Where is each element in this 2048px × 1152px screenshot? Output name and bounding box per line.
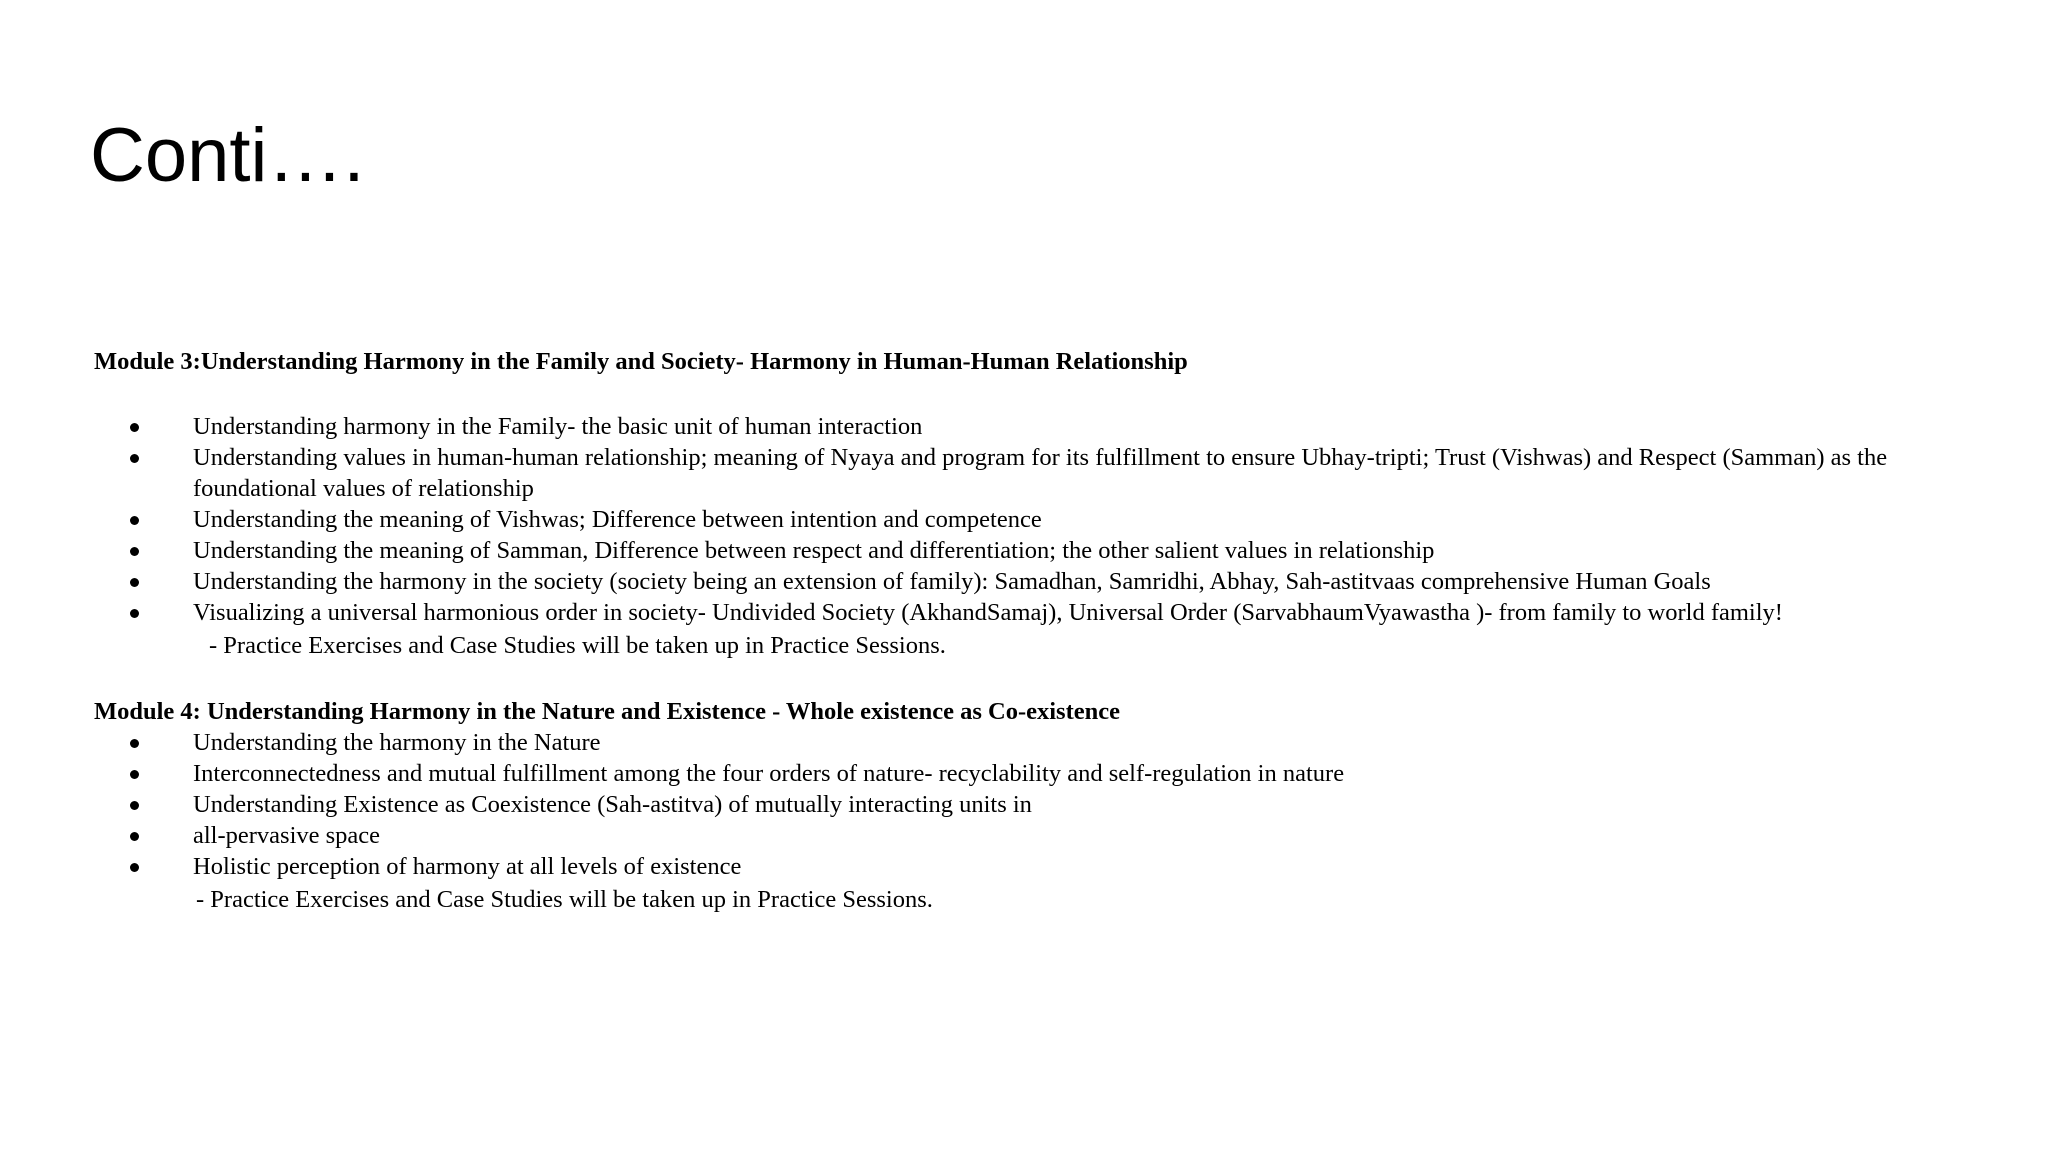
list-item-text: Understanding the meaning of Samman, Difference between respect and differentiation; the other salient values in relationship (193, 537, 1435, 564)
bullet-icon (130, 609, 139, 618)
bullet-icon (130, 423, 139, 432)
module-3-heading: Module 3:Understanding Harmony in the Family and Society- Harmony in Human-Human Relationship (94, 348, 1188, 375)
bullet-icon (130, 770, 139, 779)
list-item (94, 820, 1984, 851)
bullet-icon (130, 832, 139, 841)
bullet-icon (130, 454, 139, 463)
module-4-heading: Module 4: Understanding Harmony in the Nature and Existence - Whole existence as Co-existence (94, 698, 1120, 725)
module-4-topic-list (94, 727, 1984, 882)
list-item-text: Interconnectedness and mutual fulfillment among the four orders of nature- recyclability and self-regulation in nature (193, 760, 1345, 787)
list-item (94, 597, 1984, 628)
bullet-icon (130, 863, 139, 872)
list-item (94, 411, 1984, 442)
bullet-icon (130, 578, 139, 587)
list-item-text: Understanding the meaning of Vishwas; Difference between intention and competence (193, 506, 1042, 533)
list-item-text: Understanding the harmony in the Nature (193, 729, 601, 756)
slide-content (94, 346, 1984, 915)
slide-title: Conti…. (90, 113, 365, 198)
list-item-text: all-pervasive space (193, 822, 381, 849)
list-item (94, 727, 1984, 758)
list-item (94, 851, 1984, 882)
module-3-practice-note: - Practice Exercises and Case Studies will be taken up in Practice Sessions. (209, 632, 946, 659)
list-item-text: Holistic perception of harmony at all levels of existence (193, 853, 742, 880)
bullet-icon (130, 516, 139, 525)
list-item (94, 535, 1984, 566)
module-4-practice-note: - Practice Exercises and Case Studies will be taken up in Practice Sessions. (196, 886, 933, 913)
list-item (94, 566, 1984, 597)
bullet-icon (130, 547, 139, 556)
list-item-text: Understanding harmony in the Family- the basic unit of human interaction (193, 413, 923, 440)
bullet-icon (130, 801, 139, 810)
list-item-text: Understanding values in human-human relationship; meaning of Nyaya and program for its fulfillment to ensure Ubhay-tripti; Trust (Vishwas) and Respect (Samman) as the foundational values of relationship (193, 444, 1888, 502)
list-item (94, 789, 1984, 820)
module-3-topic-list (94, 411, 1984, 628)
list-item (94, 758, 1984, 789)
list-item-text: Understanding Existence as Coexistence (Sah-astitva) of mutually interacting units in (193, 791, 1032, 818)
list-item-text: Visualizing a universal harmonious order in society- Undivided Society (AkhandSamaj), Universal Order (SarvabhaumVyawastha )- from family to world family! (193, 599, 1783, 626)
list-item (94, 504, 1984, 535)
list-item-text: Understanding the harmony in the society (society being an extension of family): Samadhan, Samridhi, Abhay, Sah-astitvaas comprehensive Human Goals (193, 568, 1711, 595)
list-item (94, 442, 1984, 504)
bullet-icon (130, 739, 139, 748)
